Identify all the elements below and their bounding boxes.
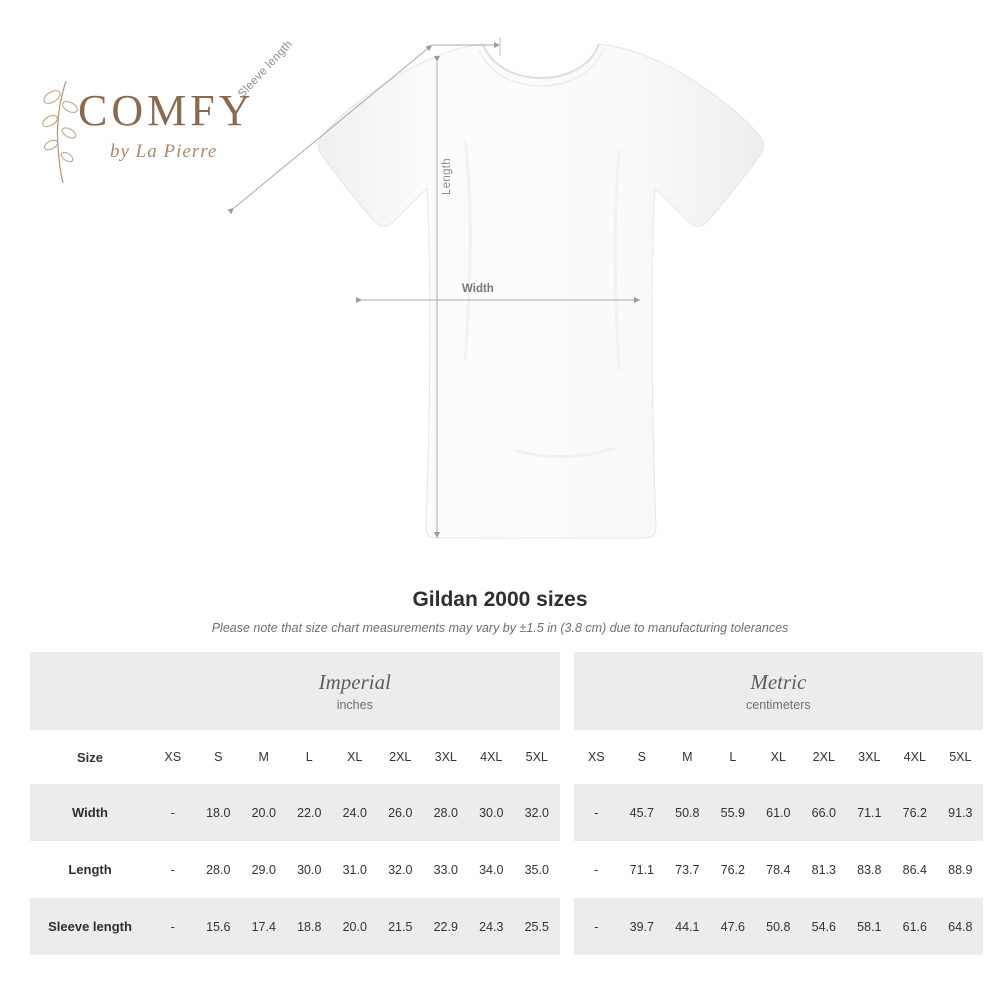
header-metric-xl: XL xyxy=(756,730,802,784)
length-label: Length xyxy=(441,158,453,195)
cell: - xyxy=(574,898,620,955)
header-imperial-4xl: 4XL xyxy=(469,730,515,784)
unit-header-row xyxy=(30,652,983,730)
cell: 33.0 xyxy=(433,862,458,877)
row-label-sleeve-length: Sleeve length xyxy=(30,898,150,955)
cell: - xyxy=(170,862,175,877)
cell: 76.2 xyxy=(720,862,745,877)
metric-unit-cell xyxy=(574,652,984,730)
header-imperial-3xl: 3XL xyxy=(423,730,469,784)
header-imperial-5xl: 5XL xyxy=(514,730,560,784)
cell: 20.0 xyxy=(241,784,287,841)
row-gap xyxy=(560,898,574,955)
cell: 24.3 xyxy=(469,898,515,955)
cell: 88.9 xyxy=(948,862,973,877)
size-header-label: Size xyxy=(30,730,150,784)
cell: 26.0 xyxy=(378,784,424,841)
row-label-width: Width xyxy=(30,784,150,841)
cell: 81.3 xyxy=(811,862,836,877)
cell: 24.0 xyxy=(332,784,378,841)
cell: 20.0 xyxy=(332,898,378,955)
cell: 45.7 xyxy=(619,784,665,841)
cell: 31.0 xyxy=(342,862,367,877)
cell: 34.0 xyxy=(479,862,504,877)
cell: - xyxy=(574,784,620,841)
cell: - xyxy=(150,898,196,955)
cell: - xyxy=(150,784,196,841)
cell: 21.5 xyxy=(378,898,424,955)
cell: 50.8 xyxy=(665,784,711,841)
cell: 71.1 xyxy=(629,862,654,877)
imperial-unit-cell xyxy=(150,652,560,730)
cell: 30.0 xyxy=(297,862,322,877)
cell: 54.6 xyxy=(801,898,847,955)
cell: 22.9 xyxy=(423,898,469,955)
header-imperial-xs: XS xyxy=(150,730,196,784)
table-row xyxy=(30,841,983,898)
cell: 58.1 xyxy=(847,898,893,955)
cell: 32.0 xyxy=(388,862,413,877)
size-chart-table xyxy=(30,652,973,955)
header-metric-xs: XS xyxy=(574,730,620,784)
cell: 47.6 xyxy=(710,898,756,955)
row-gap xyxy=(560,841,574,898)
cell: 30.0 xyxy=(469,784,515,841)
cell: 15.6 xyxy=(196,898,242,955)
cell: 18.0 xyxy=(196,784,242,841)
row-label-length: Length xyxy=(68,862,112,877)
header-imperial-m: M xyxy=(241,730,287,784)
width-label: Width xyxy=(462,283,494,295)
cell: 78.4 xyxy=(766,862,791,877)
cell: 91.3 xyxy=(938,784,984,841)
cell: 73.7 xyxy=(675,862,700,877)
cell: 64.8 xyxy=(938,898,984,955)
header-gap xyxy=(560,730,574,784)
chart-title: Gildan 2000 sizes xyxy=(412,588,588,611)
cell: 71.1 xyxy=(847,784,893,841)
header-imperial-xl: XL xyxy=(332,730,378,784)
cell: 18.8 xyxy=(287,898,333,955)
cell: 61.6 xyxy=(892,898,938,955)
cell: 28.0 xyxy=(423,784,469,841)
header-imperial-l: L xyxy=(287,730,333,784)
cell: 83.8 xyxy=(857,862,882,877)
cell: 28.0 xyxy=(206,862,231,877)
brand-name: COMFY xyxy=(78,86,255,135)
metric-subtitle: centimeters xyxy=(746,697,811,712)
header-metric-2xl: 2XL xyxy=(801,730,847,784)
imperial-title: Imperial xyxy=(318,670,391,695)
cell: 39.7 xyxy=(619,898,665,955)
header-metric-m: M xyxy=(665,730,711,784)
header-metric-4xl: 4XL xyxy=(892,730,938,784)
chart-note: Please note that size chart measurements may vary by ±1.5 in (3.8 cm) due to manufacturing tolerances xyxy=(211,621,789,635)
cell: 17.4 xyxy=(241,898,287,955)
header-metric-3xl: 3XL xyxy=(847,730,893,784)
cell: 44.1 xyxy=(665,898,711,955)
cell: 66.0 xyxy=(801,784,847,841)
cell: 29.0 xyxy=(251,862,276,877)
cell: 50.8 xyxy=(756,898,802,955)
size-header-row xyxy=(30,730,983,784)
unit-row-spacer xyxy=(30,652,150,730)
cell: - xyxy=(594,862,599,877)
cell: 25.5 xyxy=(514,898,560,955)
cell: 61.0 xyxy=(756,784,802,841)
cell: 55.9 xyxy=(710,784,756,841)
cell: 32.0 xyxy=(514,784,560,841)
table-row xyxy=(30,784,983,841)
cell: 86.4 xyxy=(902,862,927,877)
cell: 35.0 xyxy=(524,862,549,877)
row-gap xyxy=(560,784,574,841)
imperial-subtitle: inches xyxy=(336,697,373,712)
header-metric-s: S xyxy=(619,730,665,784)
header-imperial-2xl: 2XL xyxy=(378,730,424,784)
header-metric-5xl: 5XL xyxy=(938,730,984,784)
table-row xyxy=(30,898,983,955)
cell: 76.2 xyxy=(892,784,938,841)
sleeve-length-label: Sleeve length xyxy=(236,38,295,101)
header-metric-l: L xyxy=(710,730,756,784)
metric-title: Metric xyxy=(750,670,807,695)
unit-gap xyxy=(560,652,574,730)
header-imperial-s: S xyxy=(196,730,242,784)
brand-tagline: by La Pierre xyxy=(110,141,218,162)
cell: 22.0 xyxy=(287,784,333,841)
